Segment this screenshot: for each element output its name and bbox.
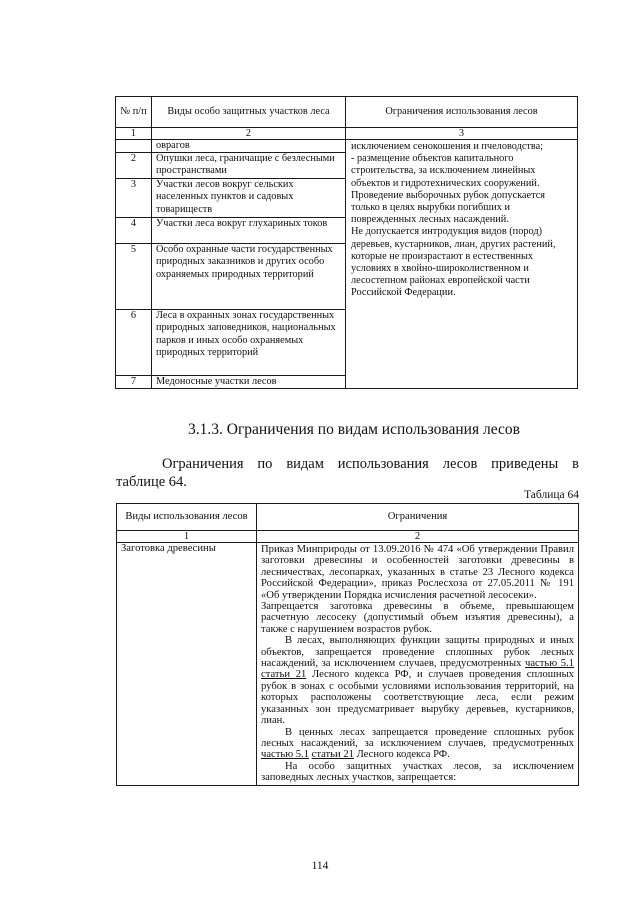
law-part-link[interactable]: частью 5.1: [525, 658, 575, 670]
restrictions-cell: [346, 140, 578, 389]
area-type-cell: Участки леса вокруг глухариных токов: [152, 218, 346, 244]
restriction-paragraph: Приказ Минприроды от 13.09.2016 № 474 «Об утверждении Правил заготовки древесины и особенностей заготовки древесины в лесничествах, лесопарках, указанных в статье 23 Лесного кодекса Российской Федерации», приказ Рослесхоза от 27.05.2011 № 191 «Об утверждении Порядка исчисления расчетной лесосеки».: [261, 544, 574, 601]
row-number: 5: [116, 244, 152, 310]
law-part-link[interactable]: частью 5.1: [261, 749, 309, 761]
column-header-usage-type: Виды использования лесов: [117, 504, 257, 531]
restriction-paragraph: [261, 727, 574, 761]
column-number: 1: [116, 128, 152, 140]
law-article-link[interactable]: статьи 21: [311, 749, 354, 761]
row-number: 3: [116, 179, 152, 218]
area-type-cell: Участки лесов вокруг сельских населенных пунктов и садовых товариществ: [152, 179, 346, 218]
row-number: 7: [116, 376, 152, 389]
usage-restrictions-table: [116, 503, 579, 786]
usage-type-cell: Заготовка древесины: [117, 543, 257, 786]
restriction-text: Лесного кодекса РФ, и случаев проведения сплошных рубок в зонах с особыми условиями использования территорий, на которых расположены соответствующие леса, если режим указанных зон предусматривает вырубку деревьев, кустарников, лиан.: [261, 669, 574, 727]
section-paragraph-line-2: таблице 64.: [116, 474, 187, 490]
column-number: 2: [257, 531, 579, 543]
restrictions-text: исключением сенокошения и пчеловодства; - размещение объектов капитального строительства, за исключением линейных объектов и гидротехнических сооружений. Проведение выборочных рубок допускается только в целях вырубки погибших и поврежденных лесных насаждений. Не допускается интродукция видов (пород) деревьев, кустарников, лиан, других растений, которые не произрастают в естественных условиях в хвойно-широколиственном и лесостепном районах европейской части Российской Федерации.: [351, 141, 556, 299]
column-number: 1: [117, 531, 257, 543]
row-number: [116, 140, 152, 153]
law-article-link[interactable]: статьи 21: [261, 669, 307, 681]
row-number: 2: [116, 153, 152, 179]
area-type-cell: Медоносные участки лесов: [152, 376, 346, 389]
area-type-cell: оврагов: [152, 140, 346, 153]
restriction-paragraph: [261, 635, 574, 726]
restriction-paragraph: Запрещается заготовка древесины в объеме, превышающем расчетную лесосеку (допустимый объем изъятия древесины), а также с нарушением возрастов рубок.: [261, 601, 574, 635]
restriction-text: В лесах, выполняющих функции защиты природных и иных объектов, запрещается проведение сплошных рубок лесных насаждений, за исключением случаев, предусмотренных: [261, 635, 574, 670]
table-64-label: Таблица 64: [524, 489, 579, 501]
section-paragraph-line-1: Ограничения по видам использования лесов приведены в: [162, 456, 579, 472]
area-type-cell: Опушки леса, граничащие с безлесными пространствами: [152, 153, 346, 179]
page-number: 114: [311, 860, 329, 872]
row-number: 4: [116, 218, 152, 244]
restrictions-cell: [257, 543, 579, 786]
column-header-restrictions: Ограничения: [257, 504, 579, 531]
forest-restrictions-table-continued: [115, 96, 578, 389]
area-type-cell: Леса в охранных зонах государственных природных заповедников, национальных парков и иных особо охраняемых природных территорий: [152, 310, 346, 376]
restriction-text: В ценных лесах запрещается проведение сплошных рубок лесных насаждений, за исключением случаев, предусмотренных: [261, 726, 574, 749]
column-header-restrictions: Ограничения использования лесов: [346, 97, 578, 128]
row-number: 6: [116, 310, 152, 376]
column-header-protective-area-type: Виды особо защитных участков леса: [152, 97, 346, 128]
column-header-number: № п/п: [116, 97, 152, 128]
restriction-text: Лесного кодекса РФ.: [353, 749, 450, 761]
area-type-cell: Особо охранные части государственных природных заказников и других особо охраняемых природных территорий: [152, 244, 346, 310]
section-heading: 3.1.3. Ограничения по видам использования лесов: [188, 421, 520, 438]
column-number: 3: [346, 128, 578, 140]
column-number: 2: [152, 128, 346, 140]
restriction-paragraph: На особо защитных участках лесов, за исключением заповедных лесных участков, запрещается:: [261, 760, 574, 784]
